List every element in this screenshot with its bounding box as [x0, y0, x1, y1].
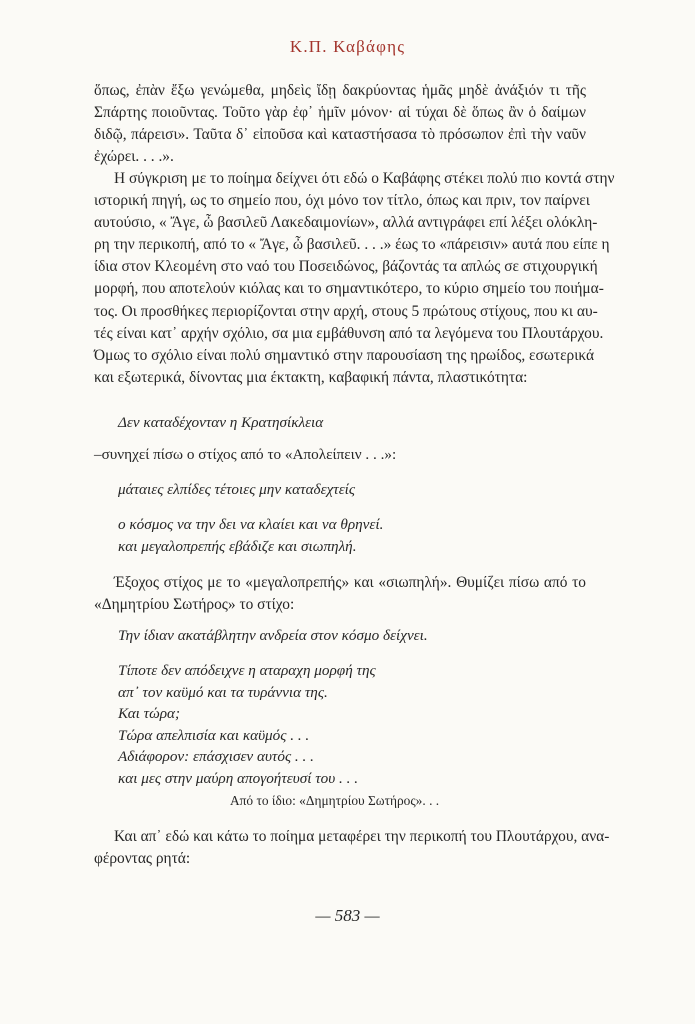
ancient-greek-quote [94, 80, 586, 168]
verse-line: Τώρα απελπισία και καϋμός . . . [118, 726, 310, 744]
text-line: Σπάρτης ποιοῦντας. Τοῦτο γὰρ ἐφ᾽ ἡμῖν μόνον· αἱ τύχαι δὲ ὅπως ἂν ὁ δαίμων [94, 104, 586, 122]
text-line: αυτούσιο, « Ἄγε, ὦ βασιλεῦ Λακεδαιμονίων», αλλά αντιγράφει επί λέξει ολόκλη- [94, 214, 598, 232]
paragraph-comment [94, 572, 586, 616]
verse-line: Αδιάφορον: επάσχισεν αυτός . . . [118, 748, 314, 766]
verse-quote [118, 660, 376, 790]
text-line: μορφή, που αποτελούν κιόλας και το σημαντικότερο, το κύριο σημείο του ποιήμα- [94, 280, 604, 298]
text-line: Έξοχος στίχος με το «μεγαλοπρεπής» και «σιωπηλή». Θυμίζει πίσω από το [114, 574, 586, 591]
paragraph-closing [94, 826, 610, 870]
text-line: διδῷ, πάρεισι». Ταῦτα δ᾽ εἰποῦσα καὶ καταστήσασα τὸ πρόσωπον ἐπὶ τὴν ναῦν [94, 126, 586, 144]
text-line: Όμως το σχόλιο είναι πολύ σημαντικό στην παρουσίαση της ηρωίδος, εσωτερικά [94, 346, 595, 364]
text-line: τές είναι κατ᾽ αρχήν σχόλιο, σα μια εμβάθυνση από τα λεγόμενα του Πλουτάρχου. [94, 324, 604, 342]
text-line: «Δημητρίου Σωτήρος» το στίχο: [94, 596, 295, 614]
page-number: — 583 — [315, 906, 380, 925]
text-line: Και απ᾽ εδώ και κάτω το ποίημα μεταφέρει την περικοπή του Πλουτάρχου, ανα- [114, 828, 610, 845]
verse-line: Δεν καταδέχονταν η Κρατησίκλεια [118, 414, 324, 431]
text-line: ίδια στον Κλεομένη στο ναό του Ποσειδώνος, βάζοντάς τα απλώς σε στιχουργική [94, 258, 598, 276]
text-line: ἐχώρει. . . .». [94, 148, 174, 166]
connector-line: –συνηχεί πίσω ο στίχος από το «Απολείπειν . . .»: [94, 446, 397, 463]
text-line: και εξωτερικά, δίνοντας μια έκτακτη, καβαφική πάντα, πλαστικότητα: [94, 368, 528, 386]
text-line: ὅπως, ἐπὰν ἔξω γενώμεθα, μηδεὶς ἴδῃ δακρύοντας ἡμᾶς μηδὲ ἀνάξιόν τι τῆς [94, 82, 586, 99]
running-head: Κ.Π. Καβάφης [289, 37, 406, 56]
verse-line: Και τώρα; [118, 705, 181, 723]
verse-line: Την ίδιαν ακατάβλητην ανδρεία στον κόσμο δείχνει. [118, 627, 428, 644]
verse-line: απ᾽ τον καϋμό και τα τυράννια της. [118, 683, 328, 701]
verse-quote [118, 625, 428, 647]
verse-quote [118, 479, 355, 501]
text-line: τος. Οι προσθήκες περιορίζονται στην αρχή, στους 5 πρώτους στίχους, που κι αυ- [94, 302, 598, 320]
text-line: ρη την περικοπή, από το « Ἄγε, ὦ βασιλεῦ. . . .» έως το «πάρεισιν» αυτά που είπε η [94, 236, 610, 254]
text-line: φέροντας ρητά: [94, 850, 191, 868]
verse-line: και μεγαλοπρεπής εβάδιζε και σιωπηλή. [118, 537, 357, 555]
text-line: ιστορική πηγή, ως το σημείο που, όχι μόνο τον τίτλο, όπως και πριν, τον παίρνει [94, 192, 590, 210]
verse-quote [118, 412, 323, 434]
verse-quote [118, 514, 383, 557]
text-line: Η σύγκριση με το ποίημα δείχνει ότι εδώ ο Καβάφης στέκει πολύ πιο κοντά στην [114, 170, 615, 187]
source-note: Από το ίδιο: «Δημητρίου Σωτήρος». . . [230, 793, 440, 808]
verse-line: Τίποτε δεν απόδειχνε η αταραχη μορφή της [118, 662, 376, 679]
verse-line: και μες στην μαύρη απογοήτευσί του . . . [118, 769, 358, 787]
paragraph-comparison [94, 168, 615, 389]
verse-line: μάταιες ελπίδες τέτοιες μην καταδεχτείς [118, 481, 356, 498]
verse-line: ο κόσμος να την δει να κλαίει και να θρηνεί. [118, 516, 384, 533]
